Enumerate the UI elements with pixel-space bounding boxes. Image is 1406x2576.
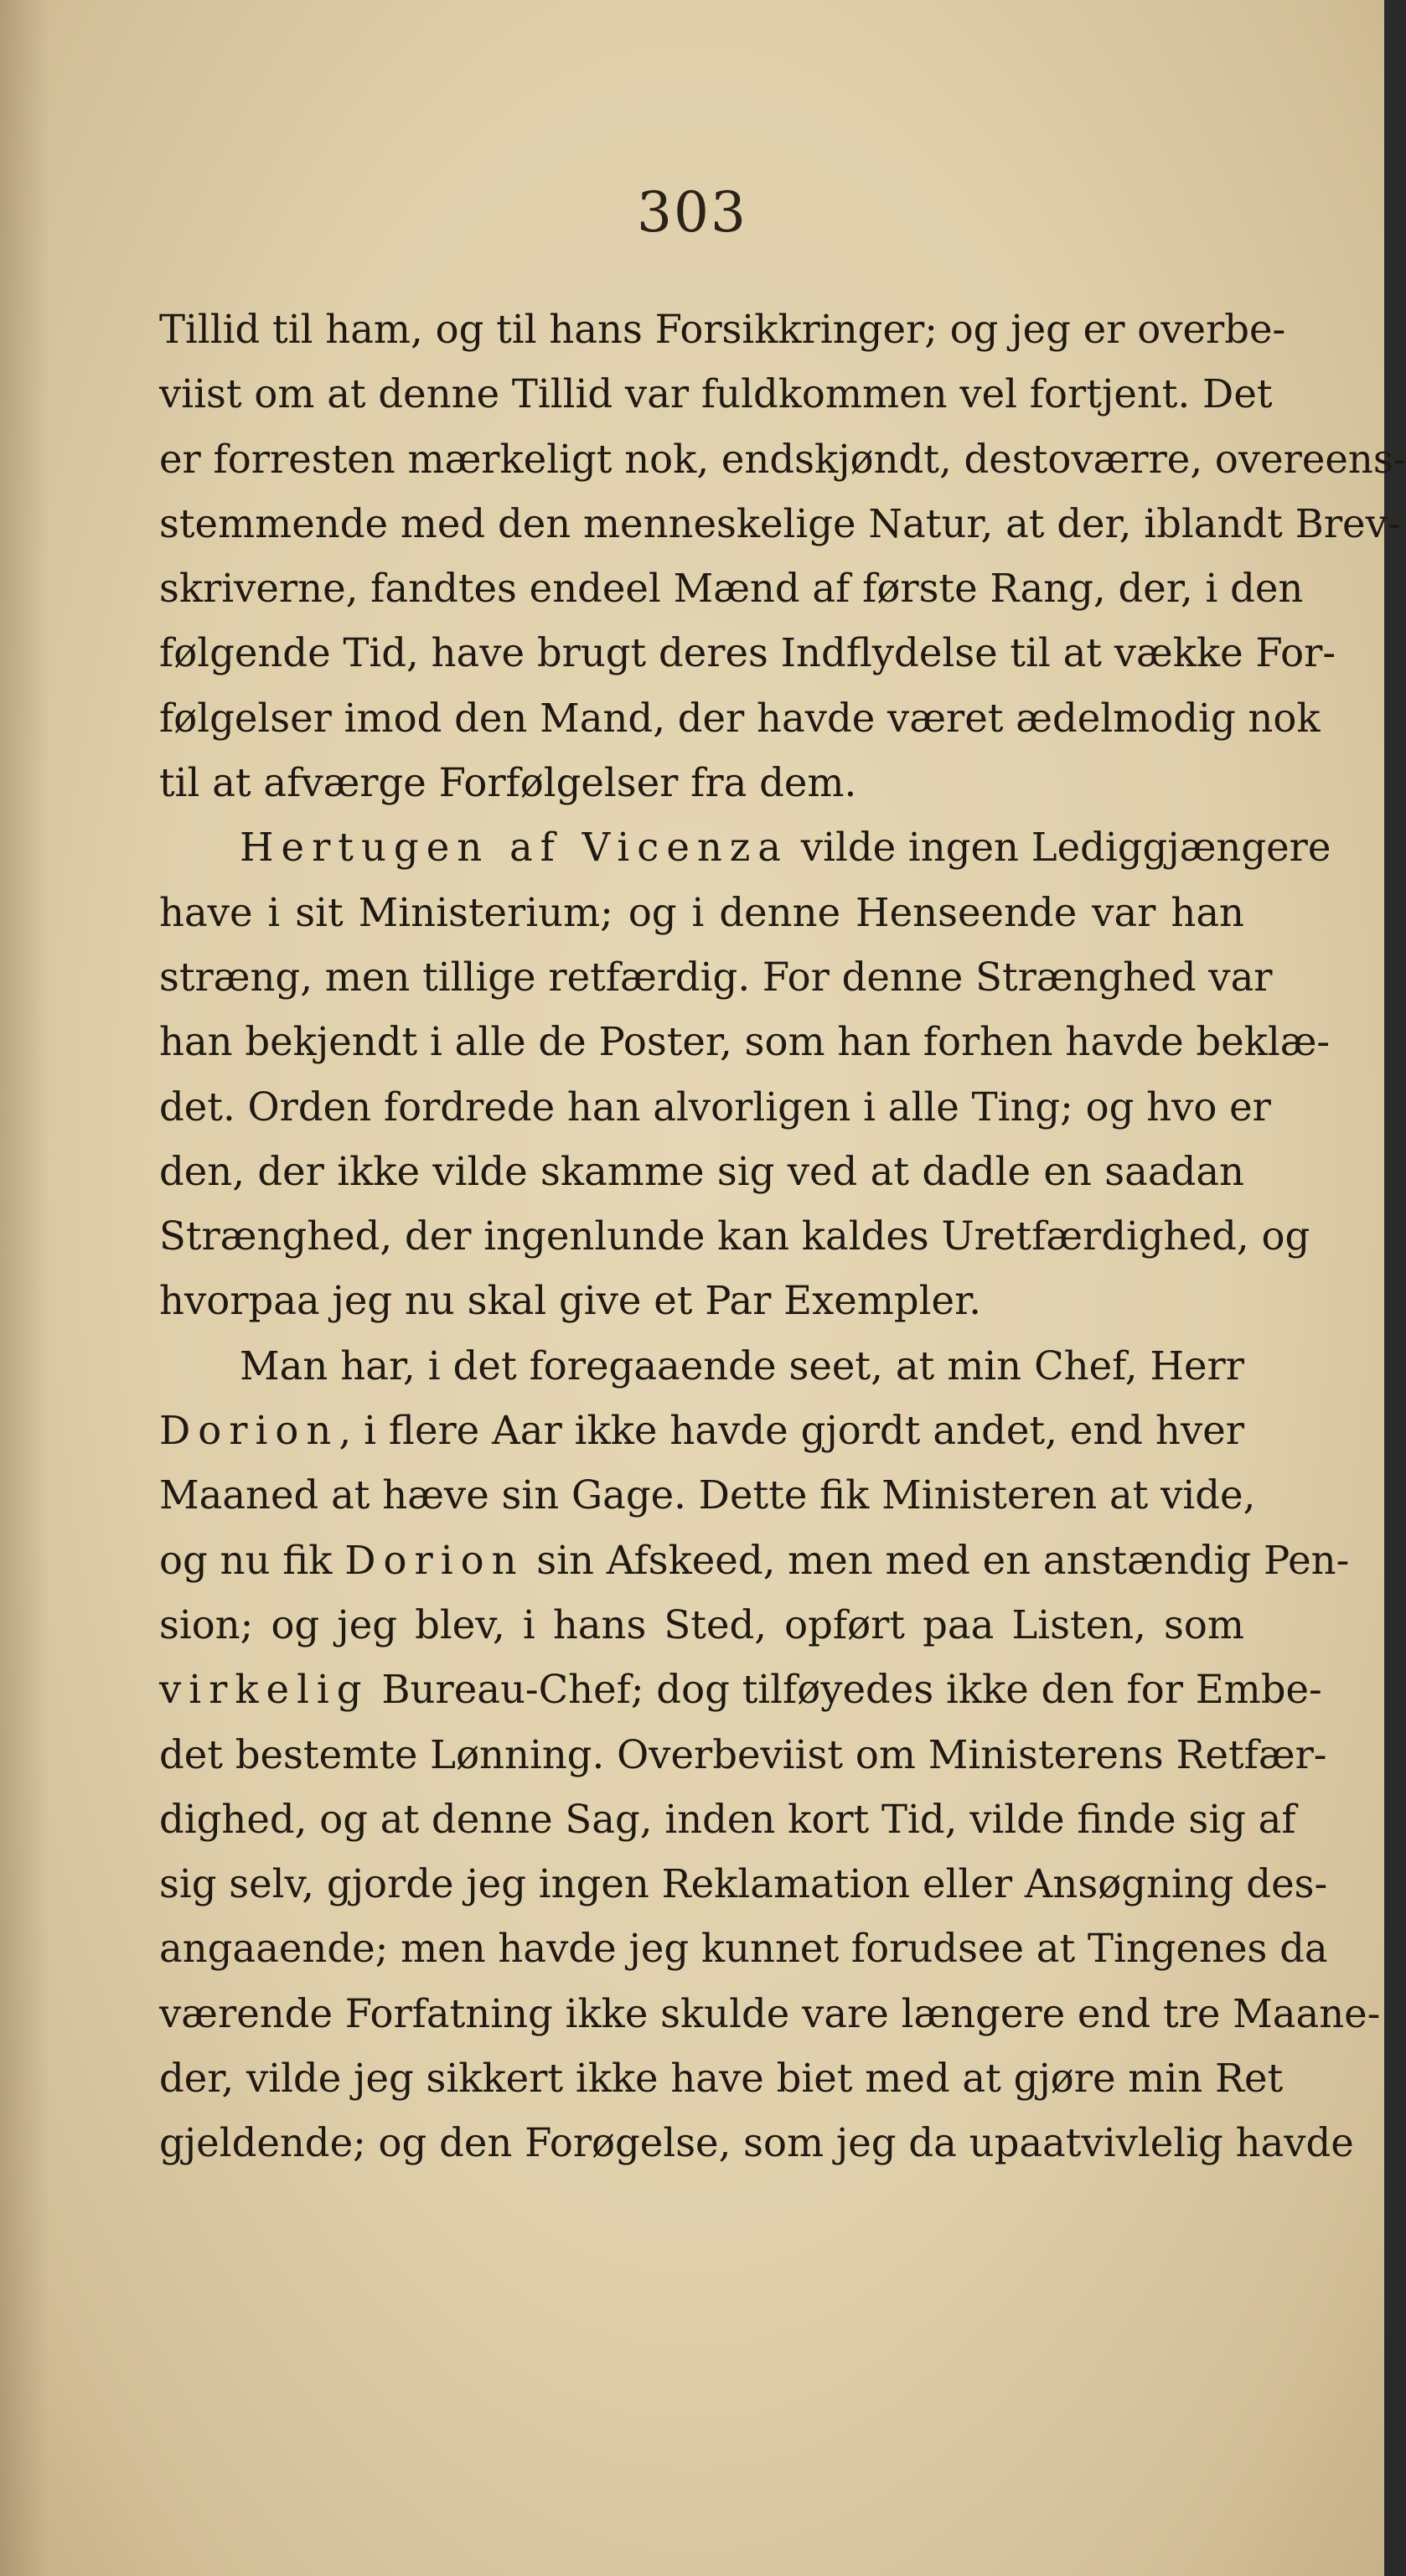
spaced-name: Hertugen af Vicenza xyxy=(240,825,789,871)
text-line: det bestemte Lønning. Overbeviist om Ministerens Retfær- xyxy=(159,1731,1327,1777)
text-fragment: sin Afskeed, men med en anstændig Pen- xyxy=(524,1537,1350,1583)
text-line: stræng, men tillige retfærdig. For denne Strænghed var xyxy=(159,954,1273,1000)
text-fragment: og nu fik xyxy=(159,1537,345,1583)
spaced-word: virkelig xyxy=(159,1667,370,1713)
text-line: sion; og jeg blev, i hans Sted, opført paa Listen, som xyxy=(159,1601,1244,1648)
text-line: følgende Tid, have brugt deres Indflydelse til at vække For- xyxy=(159,630,1336,676)
text-fragment: vilde ingen Lediggjængere xyxy=(788,825,1331,871)
page-number: 303 xyxy=(637,180,747,245)
text-line: skriverne, fandtes endeel Mænd af første Rang, der, i den xyxy=(159,566,1304,612)
text-line: Maaned at hæve sin Gage. Dette fik Ministeren at vide, xyxy=(159,1472,1256,1518)
spaced-name: Dorion xyxy=(159,1408,339,1454)
spaced-name: Dorion xyxy=(344,1537,525,1583)
text-fragment: Bureau-Chef; dog tilføyedes ikke den for Embe- xyxy=(369,1667,1322,1713)
text-line xyxy=(159,1529,1350,1593)
text-line: værende Forfatning ikke skulde vare længere end tre Maane- xyxy=(159,1990,1381,2036)
text-line: have i sit Ministerium; og i denne Henseende var han xyxy=(159,889,1244,935)
text-line xyxy=(159,1658,1322,1722)
body-text xyxy=(159,297,1406,2176)
text-line: følgelser imod den Mand, der havde været ædelmodig nok xyxy=(159,695,1321,741)
text-line: Strænghed, der ingenlunde kan kaldes Uretfærdighed, og xyxy=(159,1213,1310,1260)
text-line: dighed, og at denne Sag, inden kort Tid, vilde finde sig af xyxy=(159,1796,1296,1842)
text-line xyxy=(159,1399,1244,1463)
text-line: den, der ikke vilde skamme sig ved at dadle en saadan xyxy=(159,1148,1244,1194)
text-line: sig selv, gjorde jeg ingen Reklamation eller Ansøgning des- xyxy=(159,1861,1328,1907)
text-line: hvorpaa jeg nu skal give et Par Exempler. xyxy=(159,1278,981,1324)
paragraph-first-line: Man har, i det foregaaende seet, at min Chef, Herr xyxy=(240,1342,1244,1389)
text-line: gjeldende; og den Forøgelse, som jeg da upaatvivlelig havde xyxy=(159,2120,1354,2166)
text-line: det. Orden fordrede han alvorligen i alle Ting; og hvo er xyxy=(159,1084,1271,1130)
text-line: viist om at denne Tillid var fuldkommen vel fortjent. Det xyxy=(159,371,1273,417)
text-line: han bekjendt i alle de Poster, som han forhen havde beklæ- xyxy=(159,1019,1331,1065)
text-line: angaaende; men havde jeg kunnet forudsee at Tingenes da xyxy=(159,1926,1328,1972)
text-line: der, vilde jeg sikkert ikke have biet med at gjøre min Ret xyxy=(159,2056,1284,2102)
page-edge-shadow xyxy=(0,0,50,2576)
text-line: til at afværge Forfølgelser fra dem. xyxy=(159,760,857,806)
paragraph-first-line xyxy=(159,815,1331,880)
text-fragment: , i flere Aar ikke havde gjordt andet, end hver xyxy=(339,1408,1244,1454)
text-line: Tillid til ham, og til hans Forsikkringer; og jeg er overbe- xyxy=(159,307,1286,352)
text-line: er forresten mærkeligt nok, endskjøndt, destoværre, overeens- xyxy=(159,436,1406,482)
text-line: stemmende med den menneskelige Natur, at der, iblandt Brev- xyxy=(159,500,1401,546)
